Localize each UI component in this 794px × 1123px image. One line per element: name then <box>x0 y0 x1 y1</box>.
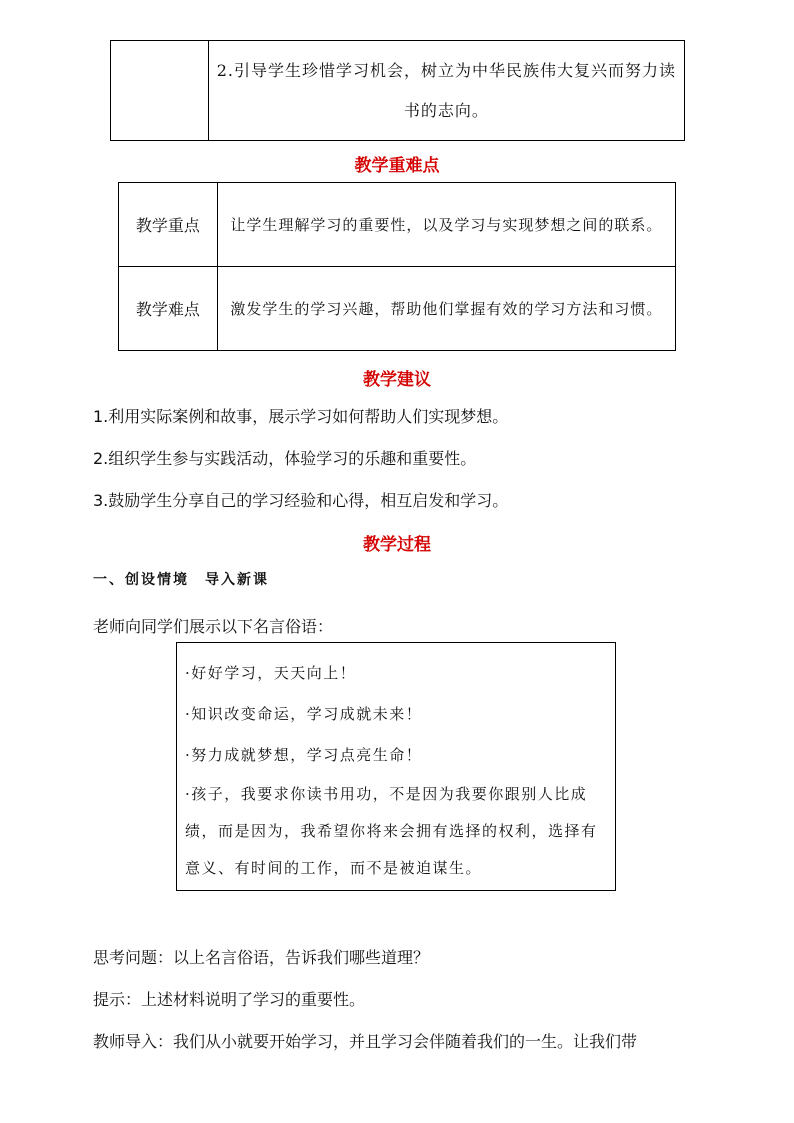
quote-line: ·好好学习，天天向上！ <box>185 664 357 682</box>
goals-content-cell: 2.引导学生珍惜学习机会，树立为中华民族伟大复兴而努力读书的志向。 <box>208 41 684 141</box>
table-row <box>119 183 676 267</box>
key-points-table <box>118 182 676 351</box>
suggestion-item: 3.鼓励学生分享自己的学习经验和心得，相互启发和学习。 <box>93 491 509 510</box>
suggestion-item: 2.组织学生参与实践活动，体验学习的乐趣和重要性。 <box>93 449 477 468</box>
step1-heading: 一、创设情境 导入新课 <box>93 572 269 588</box>
teacher-intro-text: 教师导入：我们从小就要开始学习，并且学习会伴随着我们的一生。让我们带 <box>93 1032 638 1051</box>
question-text: 思考问题：以上名言俗语，告诉我们哪些道理？ <box>93 948 430 967</box>
table-row <box>119 267 676 351</box>
goals-label-cell <box>111 41 209 141</box>
difficult-point-content: 激发学生的学习兴趣，帮助他们掌握有效的学习方法和习惯。 <box>217 267 675 351</box>
goals-table <box>110 40 685 141</box>
hint-text: 提示：上述材料说明了学习的重要性。 <box>93 990 366 1009</box>
quote-box <box>176 642 616 891</box>
suggestion-item: 1.利用实际案例和故事，展示学习如何帮助人们实现梦想。 <box>93 407 509 426</box>
quote-line: ·知识改变命运，学习成就未来！ <box>185 705 423 723</box>
process-title: 教学过程 <box>363 535 431 555</box>
intro-text: 老师向同学们展示以下名言俗语： <box>93 617 334 636</box>
suggestions-title: 教学建议 <box>363 370 431 390</box>
difficult-point-label: 教学难点 <box>119 267 218 351</box>
long-quote: ·孩子，我要求你读书用功，不是因为我要你跟别人比成绩，而是因为，我希望你将来会拥有选择的权利，选择有意义、有时间的工作，而不是被迫谋生。 <box>185 785 598 877</box>
table-row <box>111 41 685 141</box>
quote-line: ·努力成就梦想，学习点亮生命！ <box>185 746 423 764</box>
key-point-content: 让学生理解学习的重要性，以及学习与实现梦想之间的联系。 <box>217 183 675 267</box>
key-point-label: 教学重点 <box>119 183 218 267</box>
key-points-title: 教学重难点 <box>354 156 440 176</box>
